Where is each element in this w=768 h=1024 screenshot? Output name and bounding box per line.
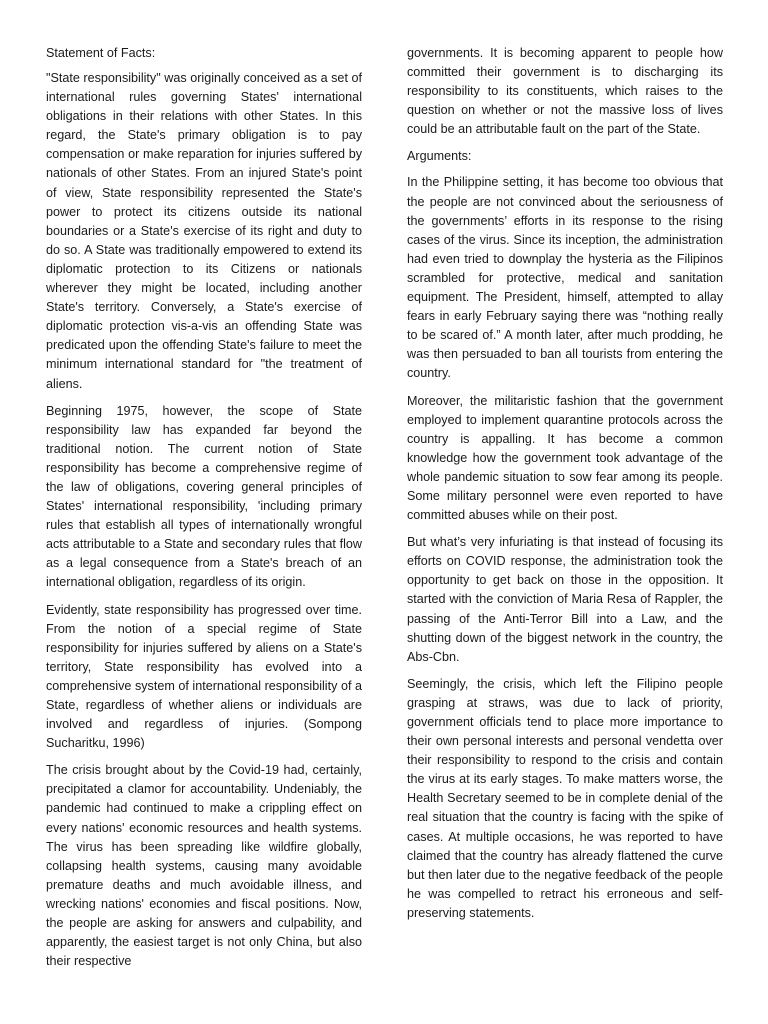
paragraph: Seemingly, the crisis, which left the Filipino people grasping at straws, was due to lack of priority, government officials tend to place more importance to their own personal interests and personal vendetta over their responsibility to respond to the crisis and contain the virus at its early stages. To make matters worse, the Health Secretary seemed to be in complete denial of the real situation that the country is facing with the spike of cases. At multiple occasions, he was reported to have claimed that the country has already flattened the curve but then later due to the negative feedback of the people he was compelled to retract his erroneous and self-preserving statements. <box>407 676 723 920</box>
left-column <box>46 44 362 979</box>
paragraph: Beginning 1975, however, the scope of State responsibility law has expanded far beyond the traditional notion. The current notion of State responsibility has become a comprehensive regime of the law of obligations, covering general principles of States' international responsibility, 'including primary rules that establish all types of internationally wrongful acts attributable to a State and secondary rules that flow as a legal consequence from a State's breach of an international obligation, regardless of its origin. <box>46 403 362 590</box>
paragraph: Moreover, the militaristic fashion that the government employed to implement quarantine protocols across the country is appalling. It has become a common knowledge how the government took advantage of the whole pandemic situation to sow fear among its people. Some military personnel were even reported to have committed abuses while on their post. <box>407 393 723 523</box>
continued-paragraph: governments. It is becoming apparent to people how committed their government is to discharging its responsibility to its constituents, which raises to the question on whether or not the massive loss of lives could be an attributable fault on the part of the State. <box>407 46 723 137</box>
paragraph: In the Philippine setting, it has become too obvious that the people are not convinced about the seriousness of the governments’ efforts in its response to the rising cases of the virus. Since its inception, the administration had even tried to downplay the hysteria as the Filipinos scrambled for protective, medical and sanitation equipment. The President, himself, attempted to allay fears in early February saying there was “nothing really to be scared of.” A month later, after much prodding, he was then persuaded to ban all tourists from entering the country. <box>407 175 723 381</box>
arguments-heading: Arguments: <box>407 149 472 164</box>
paragraph: Evidently, state responsibility has progressed over time. From the notion of a special regime of State responsibility for injuries suffered by aliens on a State's territory, State responsibility has evolved into a comprehensive system of international responsibility of a State, regardless of whether aliens or individuals are involved and regardless of injuries. (Sompong Sucharitku, 1996) <box>46 602 362 751</box>
statement-of-facts-heading: Statement of Facts: <box>46 46 156 60</box>
paragraph: "State responsibility" was originally conceived as a set of international rules governing States' international obligations in their relations with other States. In this regard, the State's primary obligation is to pay compensation or make reparation for injuries suffered by nationals of other States. From an injured State's point of view, State responsibility represented the State's power to protect its citizens outside its national boundaries or a State's exercise of its right and duty to do so. A State was traditionally empowered to extend its diplomatic protection to its Citizens or nationals wherever they might be located, including another State's territory. Conversely, a State's exercise of diplomatic protection vis-a-vis an offending State was predicated upon the offending State's failure to meet the minimum international standard for "the treatment of aliens. <box>46 71 362 391</box>
paragraph: But what’s very infuriating is that instead of focusing its efforts on COVID response, the administration took the opportunity to get back on those in the opposition. It started with the conviction of Maria Resa of Rappler, the passing of the Anti-Terror Bill into a Law, and the shutting down of the biggest network in the country, the Abs-Cbn. <box>407 535 723 664</box>
paragraph: The crisis brought about by the Covid-19 had, certainly, precipitated a clamor for accountability. Undeniably, the pandemic had continued to make a crippling effect on every nations' economic resources and health systems. The virus has been spreading like wildfire globally, collapsing health systems, causing many avoidable premature deaths and much avoidable illness, and wrecking nations' economies and fiscal positions. Now, the people are asking for answers and culpability, and apparently, the easiest target is not only China, but also their respective <box>46 763 362 969</box>
right-column <box>407 44 723 931</box>
